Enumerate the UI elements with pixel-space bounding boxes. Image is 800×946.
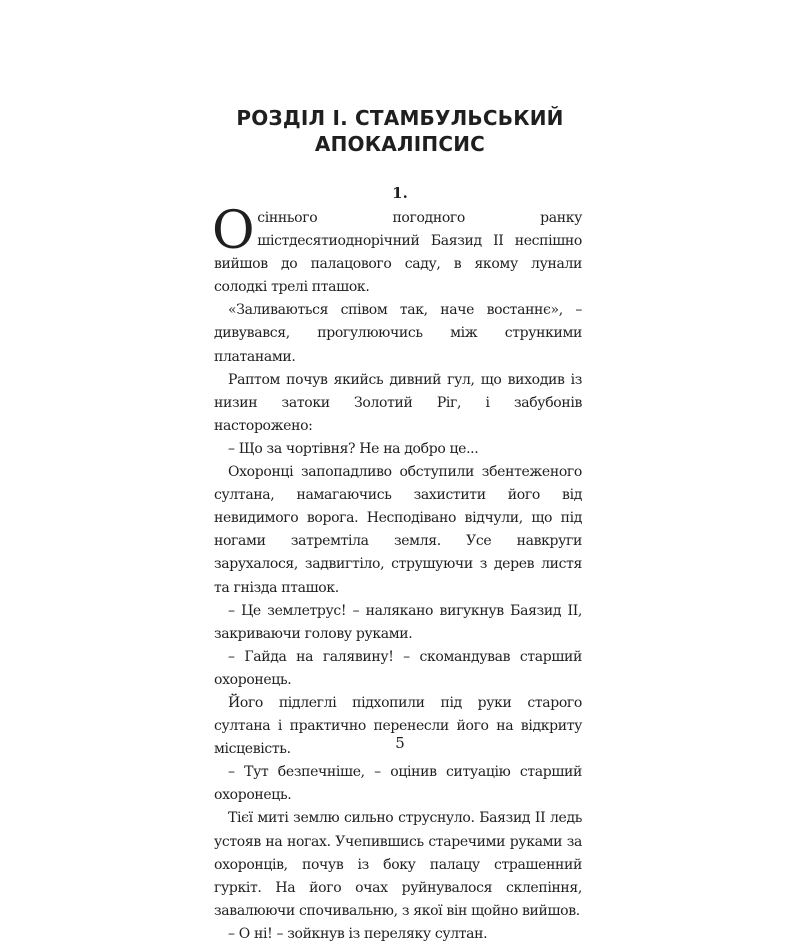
paragraph: – Тут безпечніше, – оцінив ситуацію старший охоронець. [214,764,582,804]
page-number: 5 [395,734,405,752]
paragraph: – О ні! – зойкнув із переляку султан. [228,925,488,942]
paragraph: – Гайда на галявину! – скомандував старший охоронець. [214,648,582,688]
drop-cap: О [212,201,255,261]
paragraph: Раптом почув якийсь дивний гул, що виходив із низин затоки Золотий Ріг, і забубонів насторожено: [214,371,582,434]
paragraph: Охоронці запопадливо обступили збентеженого султана, намагаючись захистити його від невидимого ворога. Несподівано відчули, що під ногами затремтіла земля. Усе навкруги зарухалося, задвигтіло, струшуючи з дерев листя та гнізда пташок. [214,464,582,596]
paragraph: Тієї миті землю сильно струснуло. Баязид ІІ ледь устояв на ногах. Учепившись старечими руками за охоронців, почув із боку палацу страшенний гуркіт. На його очах руйнувалося склепіння, завалюючи спочивальню, з якої він щойно вийшов. [214,810,582,919]
paragraph-1-text: сіннього погодного ранку шістдесятиоднорічний Баязид ІІ неспішно вийшов до палацового саду, в якому лунали солодкі трелі пташок. [214,210,582,296]
paragraph: «Заливаються співом так, наче востаннє», – дивувався, прогулюючись між стрункими платанами. [214,302,582,365]
paragraph: – Це землетрус! – налякано вигукнув Баязид ІІ, закриваючи голову руками. [214,602,582,642]
paragraph-1 [212,201,582,299]
paragraph: – Що за чортівня? Не на добро це... [228,440,479,457]
paragraph: Його підлеглі підхопили під руки старого султана і практично перенесли його на відкриту місцевість. [214,694,582,758]
chapter-title-line-2: АПОКАЛІПСИС [314,132,486,156]
section-number: 1. [392,184,408,202]
chapter-title-line-1: РОЗДІЛ І. СТАМБУЛЬСЬКИЙ [236,106,564,130]
body-text [212,201,582,946]
